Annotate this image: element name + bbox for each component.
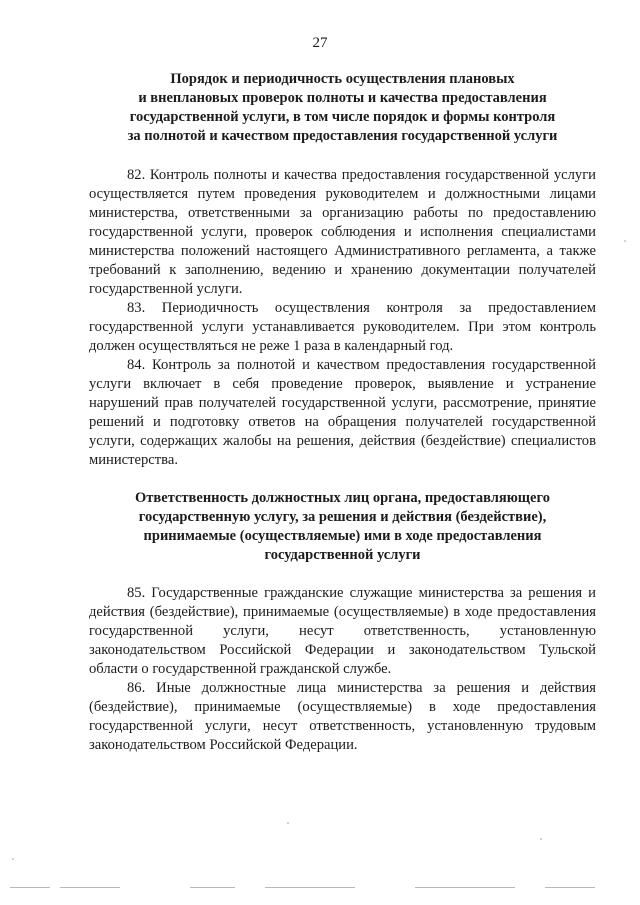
scan-artifact [60, 887, 120, 888]
heading-line: государственной услуги [264, 547, 421, 563]
scan-artifact [287, 822, 289, 824]
scan-artifact [545, 887, 595, 888]
page-number: 27 [312, 35, 328, 51]
heading-line: за полнотой и качеством предоставления государственной услуги [127, 128, 558, 144]
document-body [89, 70, 596, 755]
scan-artifact [10, 887, 50, 888]
section-heading-responsibility [89, 489, 596, 565]
heading-line: Ответственность должностных лиц органа, предоставляющего [135, 490, 550, 506]
section-responsibility-paragraphs [89, 584, 596, 755]
scan-artifact [265, 887, 355, 888]
scan-artifact [12, 858, 14, 860]
scan-artifact [540, 838, 542, 840]
paragraph-86: 86. Иные должностные лица министерства за решения и действия (бездействие), принимаемые (осуществляемые) в ходе предоставления государственной услуги, несут ответственность, установленную трудовым законодательством Российской Федерации. [89, 680, 596, 753]
heading-line: государственной услуги, в том числе порядок и формы контроля [129, 109, 556, 125]
heading-line: и внеплановых проверок полноты и качества предоставления [138, 90, 547, 106]
heading-line: Порядок и периодичность осуществления плановых [170, 71, 515, 87]
heading-line: принимаемые (осуществляемые) ими в ходе предоставления [143, 528, 542, 544]
paragraph-82: 82. Контроль полноты и качества предоставления государственной услуги осуществляется путем проведения руководителем и должностными лицами министерства, ответственными за организацию работы по предоставлению государственной услуги, проверок соблюдения и исполнения специалистами министерства положений настоящего Административного регламента, а также требований к заполнению, ведению и хранению документации получателей государственной услуги. [89, 167, 596, 297]
heading-line: государственную услугу, за решения и действия (бездействие), [138, 509, 547, 525]
scan-artifact [624, 240, 626, 242]
scan-artifact [190, 887, 235, 888]
paragraph-84: 84. Контроль за полнотой и качеством предоставления государственной услуги включает в себя проведение проверок, выявление и устранение нарушений прав получателей государственной услуги, рассмотрение, принятие решений и подготовку ответов на обращения получателей государственной услуги, содержащих жалобы на решения, действия (бездействие) специалистов министерства. [89, 357, 596, 468]
paragraph-85: 85. Государственные гражданские служащие министерства за решения и действия (бездействие), принимаемые (осуществляемые) в ходе предоставления государственной услуги, несут ответственность, установленную законодательством Российской Федерации и законодательством Тульской области о государственной гражданской службе. [89, 585, 596, 677]
section-control-paragraphs [89, 166, 596, 470]
scan-artifact [415, 887, 515, 888]
section-heading-control [89, 70, 596, 146]
paragraph-83: 83. Периодичность осуществления контроля за предоставлением государственной услуги устанавливается руководителем. При этом контроль должен осуществляться не реже 1 раза в календарный год. [89, 300, 596, 354]
